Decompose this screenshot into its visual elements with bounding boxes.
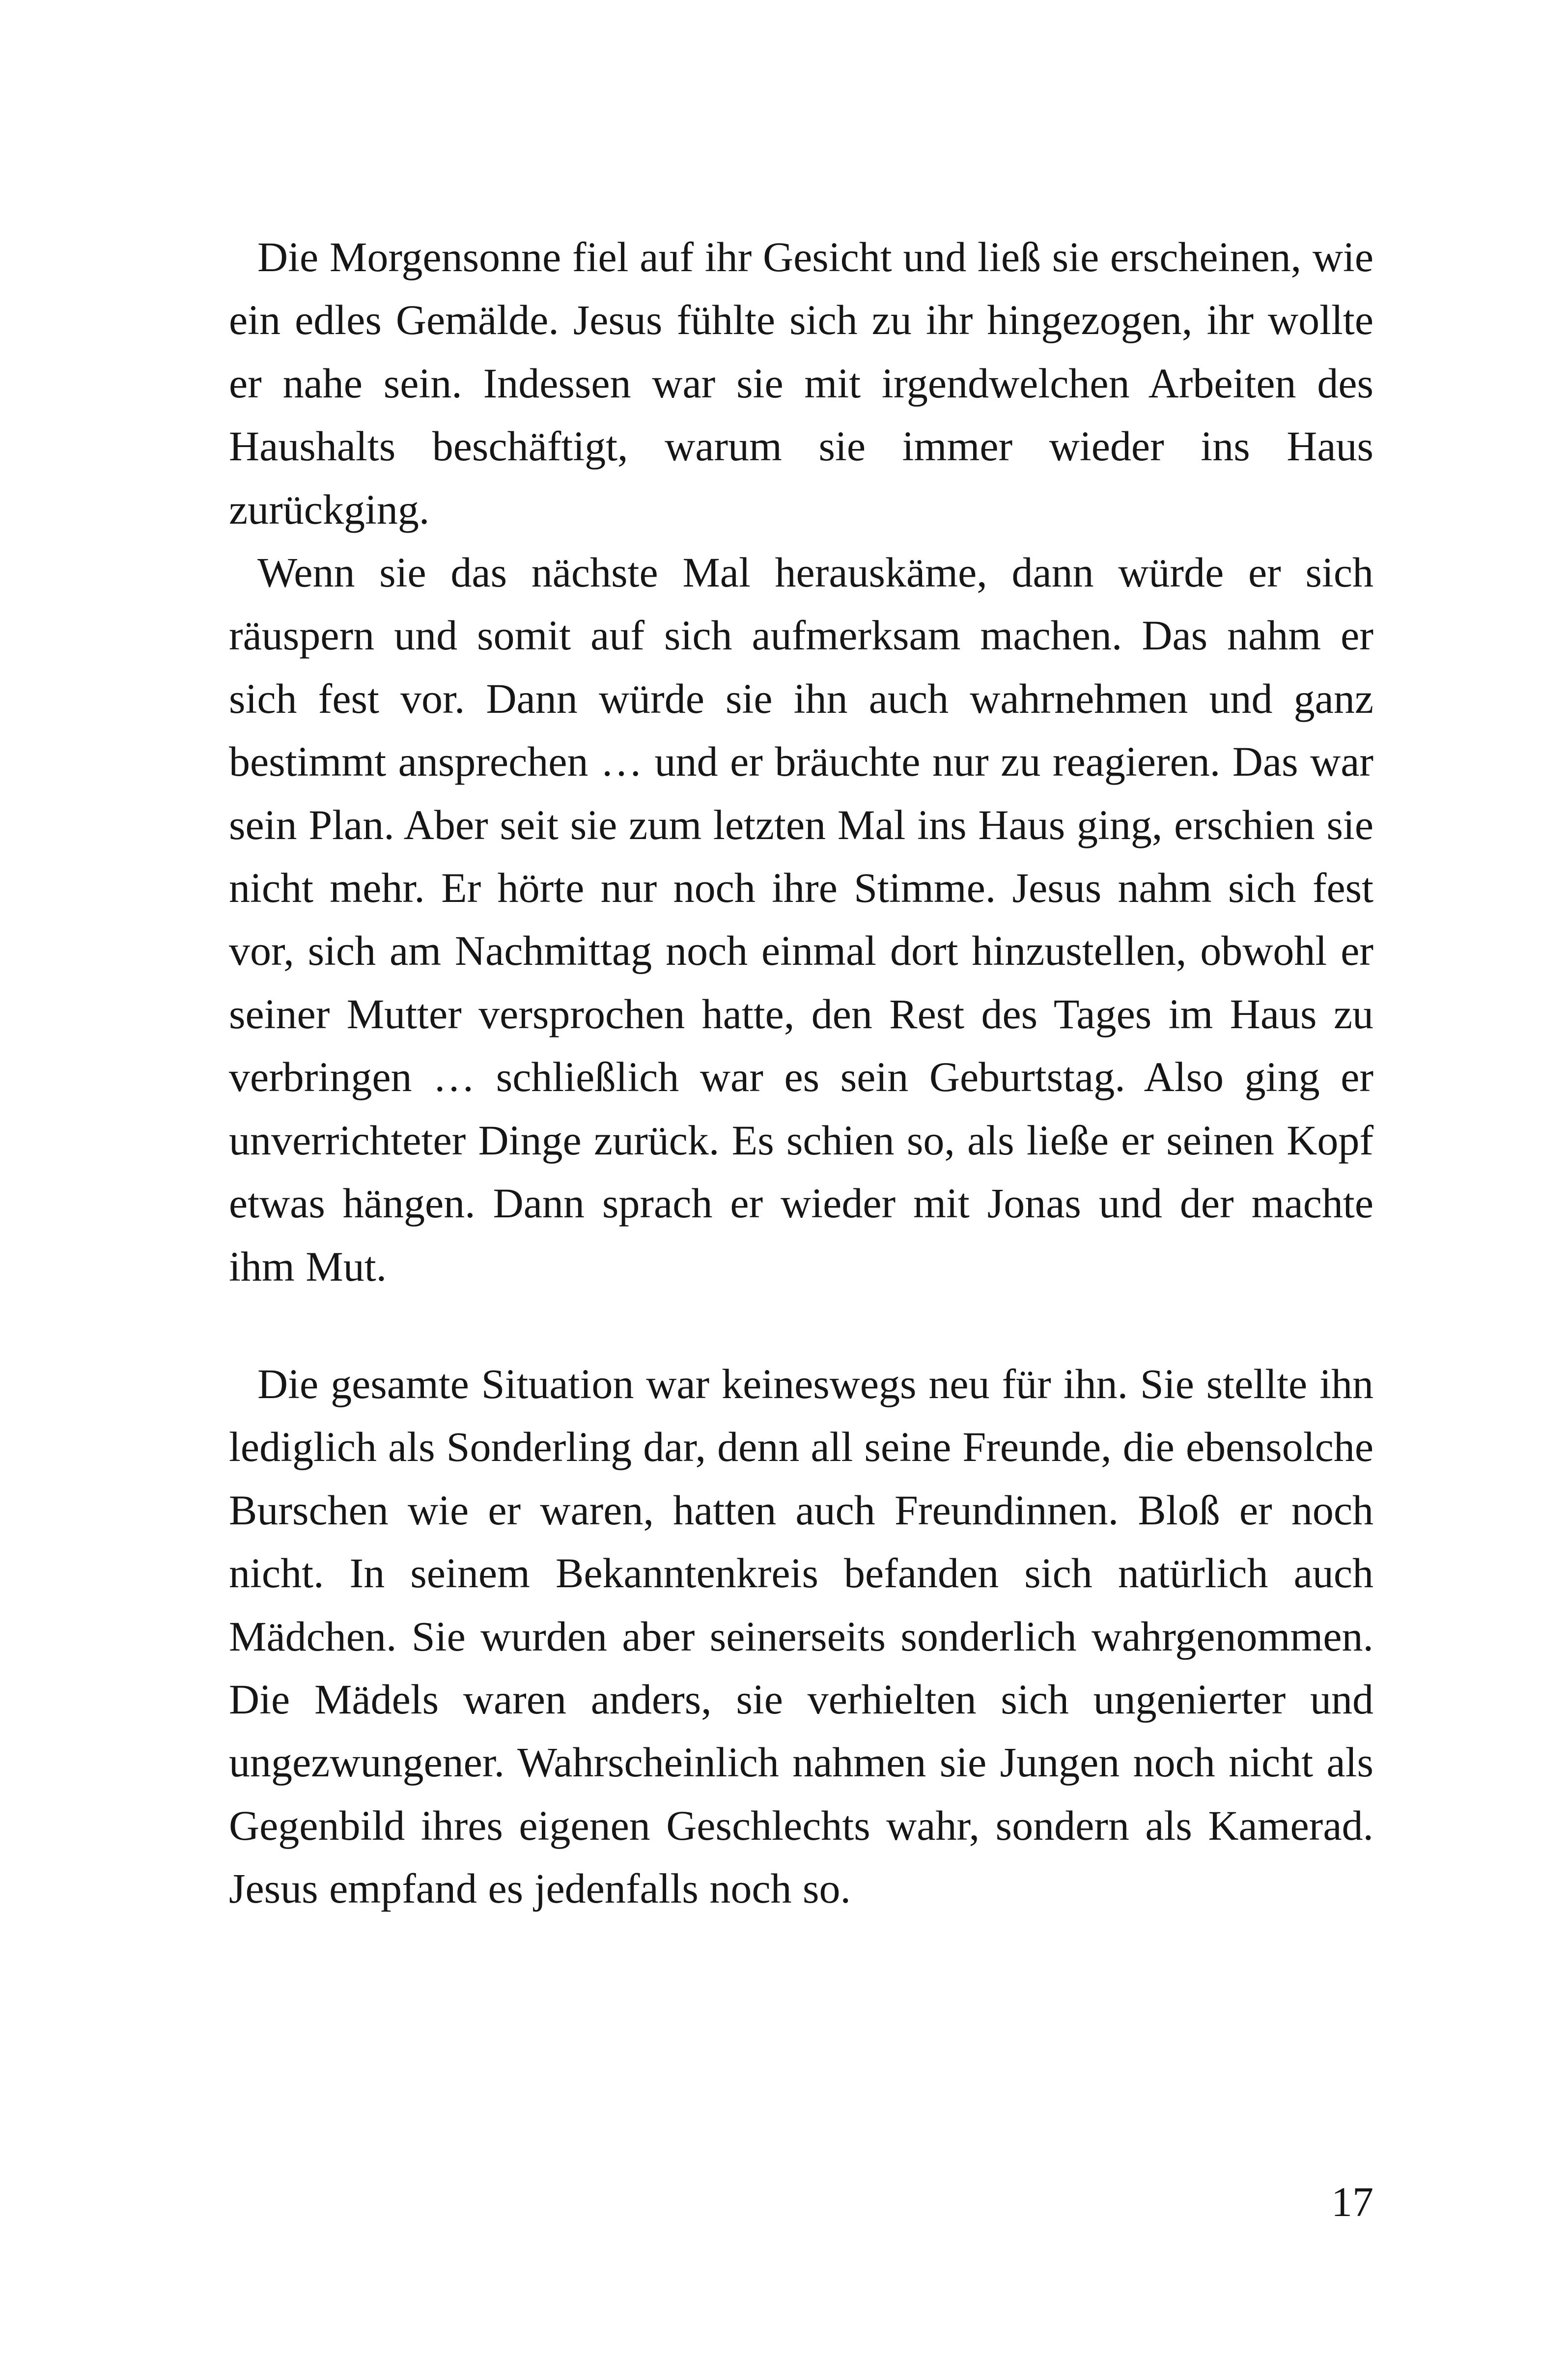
paragraph: Die Morgensonne fiel auf ihr Gesicht und ließ sie erscheinen, wie ein edles Gemälde. Jesus fühlte sich zu ihr hingezogen, ihr wollte er nahe sein. Indessen war sie mit irgendwelchen Arbeiten des Haushalts beschäftigt, warum sie immer wieder ins Haus zurückging.	[229, 233, 1373, 533]
page-number: 17	[1331, 2178, 1373, 2225]
paragraph: Wenn sie das nächste Mal herauskäme, dann würde er sich räuspern und somit auf sich aufmerksam machen. Das nahm er sich fest vor. Dann würde sie ihn auch wahrnehmen und ganz bestimmt ansprechen … und er bräuchte nur zu reagieren. Das war sein Plan. Aber seit sie zum letzten Mal ins Haus ging, erschien sie nicht mehr. Er hörte nur noch ihre Stimme. Jesus nahm sich fest vor, sich am Nachmittag noch einmal dort hinzustellen, obwohl er seiner Mutter versprochen hatte, den Rest des Tages im Haus zu verbringen … schließlich war es sein Geburtstag. Also ging er unverrichteter Dinge zurück. Es schien so, als ließe er seinen Kopf etwas hängen. Dann sprach er wieder mit Jonas und der machte ihm Mut.	[229, 549, 1373, 1290]
paragraph: Die gesamte Situation war keineswegs neu für ihn. Sie stellte ihn lediglich als Sonderling dar, denn all seine Freunde, die ebensolche Burschen wie er waren, hatten auch Freundinnen. Bloß er noch nicht. In seinem Bekanntenkreis befanden sich natürlich auch Mädchen. Sie wurden aber seinerseits sonderlich wahrgenommen. Die Mädels waren anders, sie verhielten sich ungenierter und ungezwungener. Wahrscheinlich nahmen sie Jungen noch nicht als Gegenbild ihres eigenen Geschlechts wahr, sondern als Kamerad. Jesus empfand es jedenfalls noch so.	[229, 1360, 1373, 1912]
text-section-2	[229, 1352, 1373, 1920]
text-section-1	[229, 225, 1373, 1298]
